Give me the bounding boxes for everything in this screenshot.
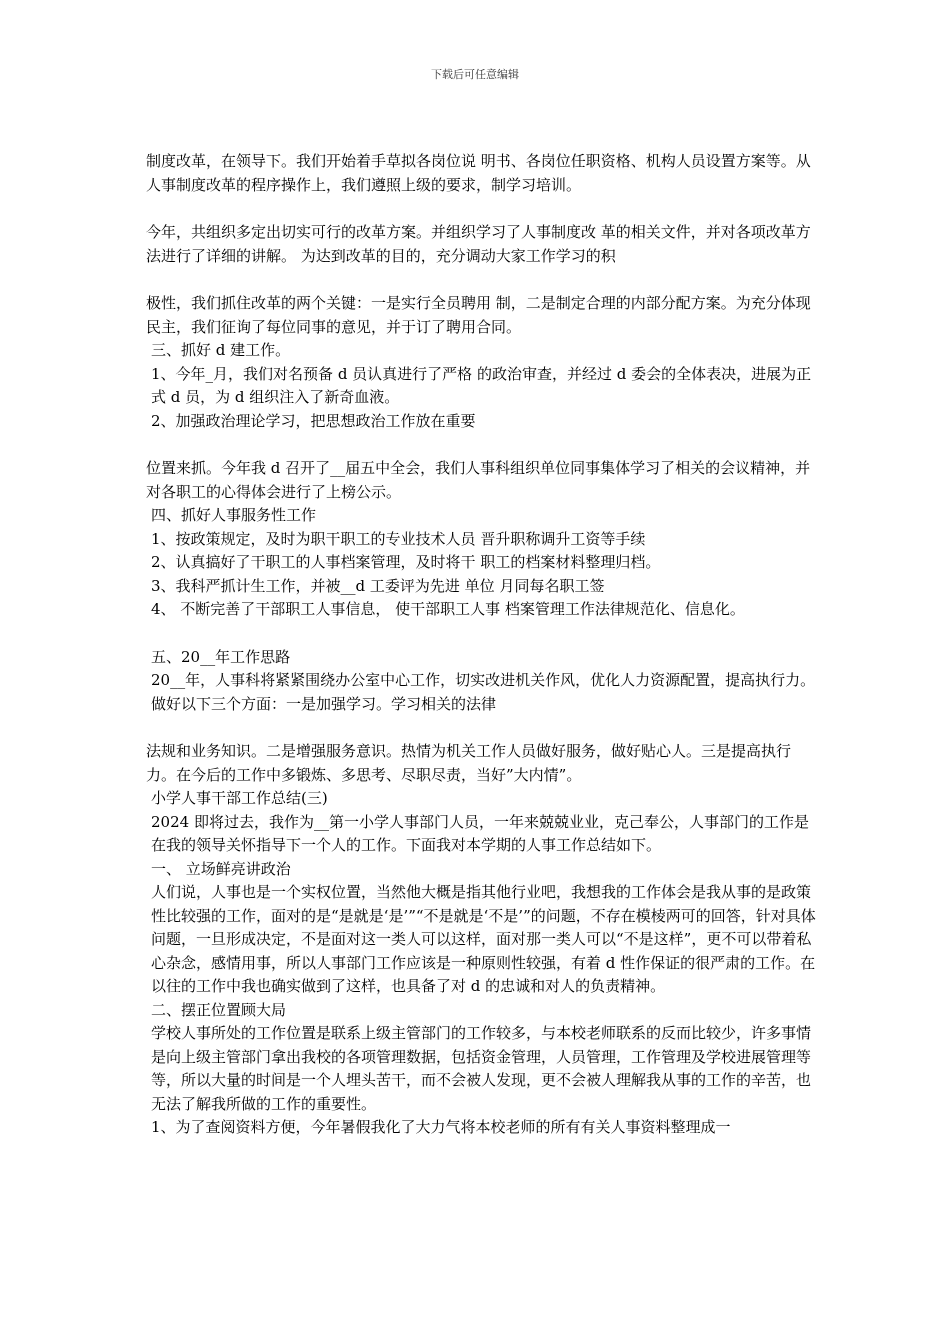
section-heading: 五、20__年工作思路 — [151, 647, 291, 666]
section-heading: 四、抓好人事服务性工作 — [151, 506, 317, 524]
document-subtitle: 小学人事干部工作总结(三) — [151, 789, 328, 807]
paragraph: 人们说，人事也是一个实权位置，当然他大概是指其他行业吧，我想我的工作体会是我从事的是政策性比较强的工作，面对的是“是就是‘是’”“不是就是‘不是’”的问题，不存在模棱两可的回答，针对具体问题，一旦形成决定，不是面对这一类人可以这样，面对那一类人可以“不是这样”，更不可以带着私心杂念，感情用事，所以人事部门工作应该是一种原则性较强，有着 d 性作保证的很严肃的工作。在以往的工作中我也确实做到了这样，也具备了对 d 的忠诚和对人的负责精神。 — [151, 883, 816, 995]
list-item: 2、认真搞好了干职工的人事档案管理，及时将干 职工的档案材料整理归档。 — [151, 553, 661, 571]
list-item: 1、今年_月，我们对名预备 d 员认真进行了严格 的政治审查，并经过 d 委会的全体表决，进展为正式 d 员，为 d 组织注入了新奇血液。 — [151, 364, 812, 406]
page-header: 下载后可任意编辑 — [431, 68, 519, 81]
section-heading: 一、 立场鲜亮讲政治 — [151, 859, 291, 878]
paragraph: 20__年，人事科将紧紧围绕办公室中心工作，切实改进机关作风，优化人力资源配置，提高执行力。 做好以下三个方面：一是加强学习。学习相关的法律 — [151, 671, 816, 713]
list-item: 4、 不断完善了干部职工人事信息， 使干部职工人事 档案管理工作法律规范化、信息化。 — [151, 600, 745, 618]
paragraph: 学校人事所处的工作位置是联系上级主管部门的工作较多，与本校老师联系的反而比较少，许多事情是向上级主管部门拿出我校的各项管理数据，包括资金管理，人员管理，工作管理及学校进展管理等等，所以大量的时间是一个人埋头苦干，而不会被人发现，更不会被人理解我从事的工作的辛苦，也无法了解我所做的工作的重要性。 — [151, 1024, 812, 1113]
paragraph: 今年，共组织多定出切实可行的改革方案。并组织学习了人事制度改 革的相关文件，并对各项改革方法进行了详细的讲解。 为达到改革的目的，充分调动大家工作学习的积 — [146, 223, 811, 265]
paragraph: 法规和业务知识。二是增强服务意识。热情为机关工作人员做好服务，做好贴心人。三是提高执行力。在今后的工作中多锻炼、多思考、尽职尽责，当好”大内情”。 — [146, 742, 792, 784]
paragraph: 极性，我们抓住改革的两个关键：一是实行全员聘用 制，二是制定合理的内部分配方案。为充分体现民主，我们征询了每位同事的意见，并于订了聘用合同。 — [146, 294, 811, 336]
list-item: 1、按政策规定，及时为职干职工的专业技术人员 晋升职称调升工资等手续 — [151, 529, 646, 548]
paragraph: 2024 即将过去，我作为__第一小学人事部门人员，一年来兢兢业业，克己奉公，人事部门的工作是在我的领导关怀指导下一个人的工作。下面我对本学期的人事工作总结如下。 — [151, 812, 809, 854]
paragraph: 制度改革，在领导下。我们开始着手草拟各岗位说 明书、各岗位任职资格、机构人员设置方案等。从人事制度改革的程序操作上，我们遵照上级的要求，制学习培训。 — [146, 152, 811, 194]
paragraph: 位置来抓。今年我 d 召开了__届五中全会，我们人事科组织单位同事集体学习了相关的会议精神，并对各职工的心得体会进行了上榜公示。 — [146, 459, 811, 501]
document-body — [146, 150, 818, 1140]
section-heading: 二、摆正位置顾大局 — [151, 1000, 287, 1019]
list-item: 1、为了查阅资料方便，今年暑假我化了大力气将本校老师的所有有关人事资料整理成一 — [151, 1118, 731, 1136]
list-item: 3、我科严抓计生工作，并被__d 工委评为先进 单位 月同每名职工签 — [151, 576, 605, 595]
section-heading: 三、抓好 d 建工作。 — [151, 341, 291, 359]
list-item: 2、加强政治理论学习，把思想政治工作放在重要 — [151, 411, 476, 430]
